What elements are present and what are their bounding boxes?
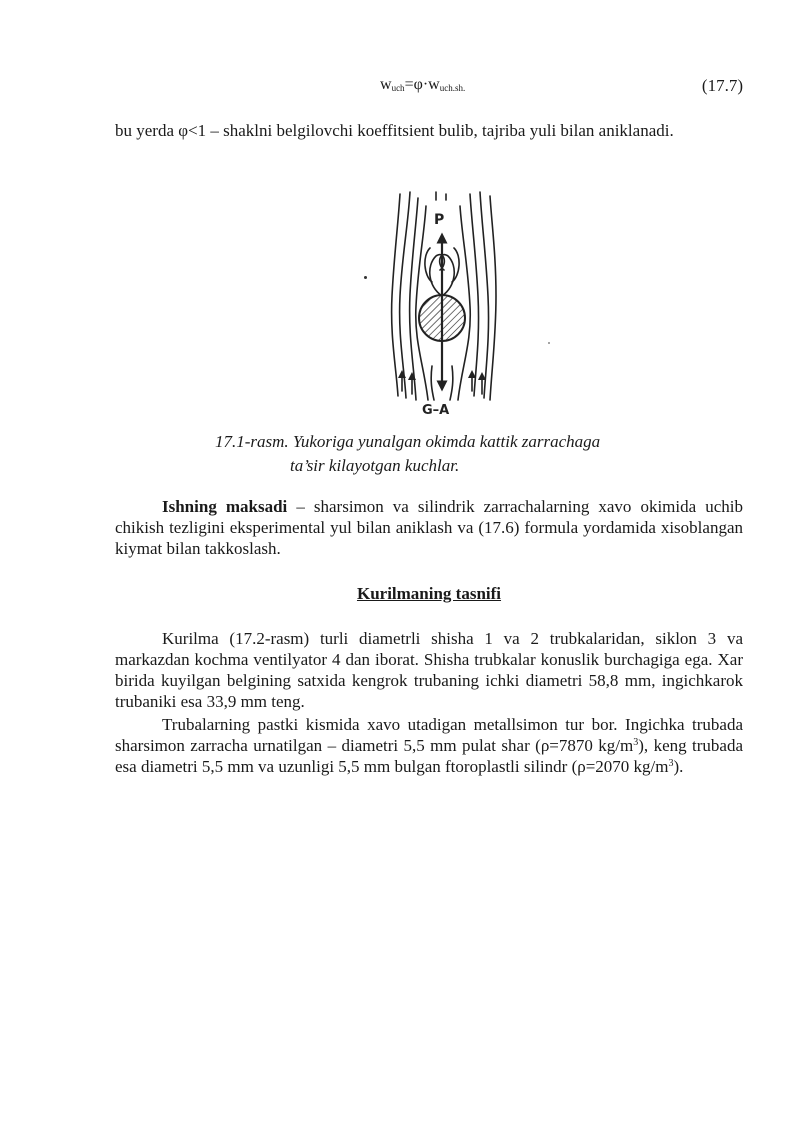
figure-caption — [115, 430, 743, 478]
streamline — [490, 196, 496, 400]
caption-line-1: 17.1-rasm. Yukoriga yunalgan okimda kattik zarrachaga — [215, 432, 601, 451]
streamline — [450, 366, 453, 400]
streamline — [431, 366, 434, 400]
streamline — [480, 192, 489, 398]
goal-paragraph — [115, 496, 743, 559]
streamline — [470, 194, 479, 396]
intro-paragraph: bu yerda φ<1 – shaklni belgilovchi koeffitsient bulib, tajriba yuli bilan aniklanadi. — [115, 121, 674, 140]
formula-line — [115, 76, 743, 100]
speck — [548, 342, 550, 344]
particle-flow-figure — [352, 186, 512, 420]
goal-text: – sharsimon va silindrik zarrachalarning xavo okimida uchib chikish tezligini eksperimental yul bilan aniklash va (17.6) formula yordamida xisoblangan kiymat bilan takkoslash. — [115, 497, 743, 558]
formula-17-7: $w_{uch}=\varphi\cdot w_{uch.sh.}$ — [380, 76, 466, 93]
streamline — [392, 194, 400, 396]
equation-number: (17.7) — [701, 76, 743, 95]
force-label-bottom: G–A — [422, 403, 450, 418]
force-label-top: P — [434, 212, 445, 228]
caption-line-2: ta’sir kilayotgan kuchlar. — [290, 456, 460, 475]
goal-title: Ishning maksadi — [162, 497, 288, 516]
streamline — [400, 192, 410, 398]
description-paragraph-1: Kurilma (17.2-rasm) turli diametrli shisha 1 va 2 trubkalaridan, siklon 3 va markazdan kochma ventilyator 4 dan iborat. Shisha trubkalar konuslik burchagiga ega. Xar birida kuyilgan belgining satxida kengrok trubaning ichki diametri 58,8 mm, ingichkarok trubaniki esa 33,9 mm teng. — [115, 629, 743, 711]
section-heading: Kurilmaning tasnifi — [356, 584, 502, 603]
description-paragraph-2: Trubalarning pastki kismida xavo utadigan metallsimon tur bor. Ingichka trubada sharsimon zarracha urnatilgan – diametri 5,5 mm pulat shar (ρ=7870 $kg/m^3$), keng trubada esa diametri 5,5 mm va uzunligi 5,5 mm bulgan ftoroplastli silindr (ρ=2070 $kg/m^3$). — [115, 715, 743, 776]
